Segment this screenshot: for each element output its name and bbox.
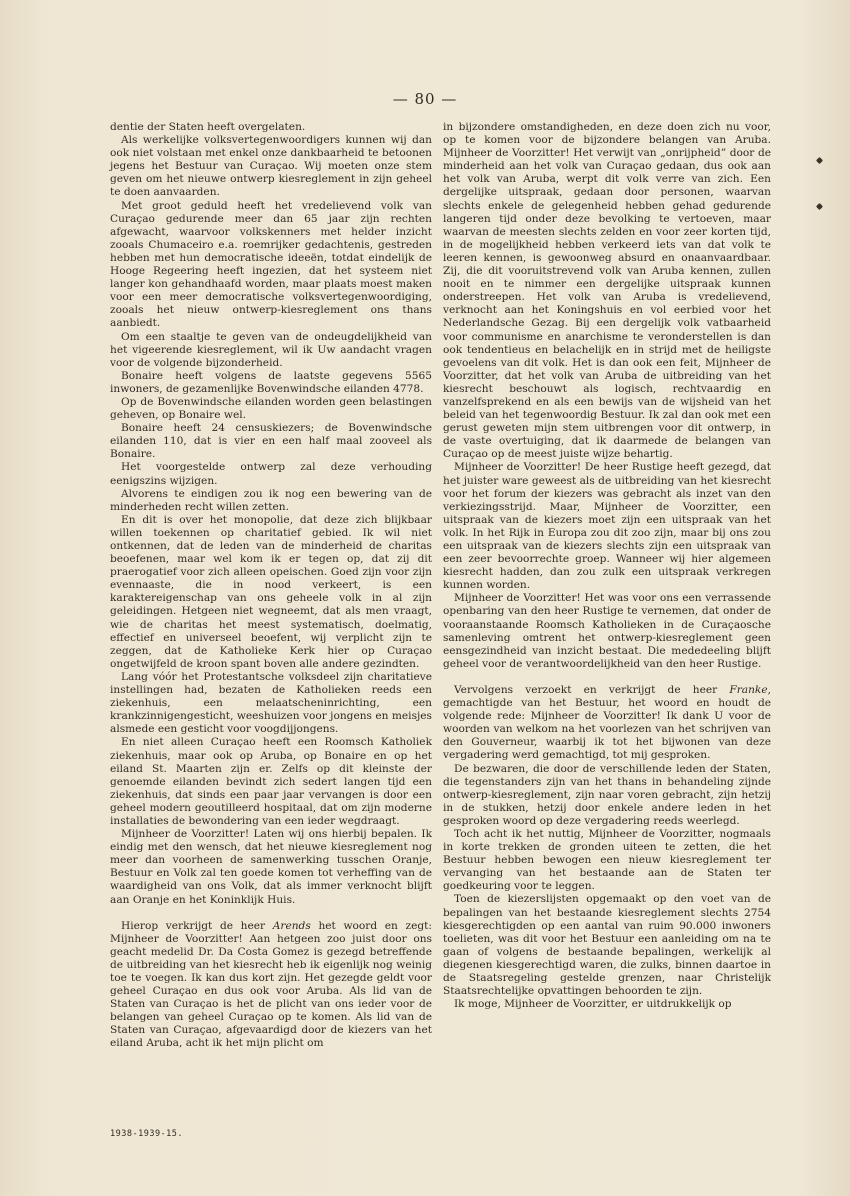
margin-mark xyxy=(816,157,823,164)
paragraph: Op de Bovenwindsche eilanden worden geen belastingen geheven, op Bonaire wel. xyxy=(110,395,432,422)
paragraph: Toch acht ik het nuttig, Mijnheer de Voorzitter, nogmaals in korte trekken de gronden uiteen te zetten, die het Bestuur hebben bewogen een nieuw kiesreglement ter vervanging van het bestaande aan de Staten ter goedkeuring voor te leggen. xyxy=(443,827,771,893)
paragraph: Als werkelijke volksvertegenwoordigers kunnen wij dan ook niet volstaan met enkel onze dankbaarheid te betoonen jegens het Bestuur van Curaçao. Wij moeten onze stem geven om het nieuwe ontwerp kiesreglement in zijn geheel te doen aanvaarden. xyxy=(110,134,432,199)
paragraph: Bonaire heeft 24 censuskiezers; de Bovenwindsche eilanden 110, dat is vier en een half maal zooveel als Bonaire. xyxy=(110,422,432,461)
paragraph: Het voorgestelde ontwerp zal deze verhouding eenigszins wijzigen. xyxy=(110,461,432,487)
paragraph: En niet alleen Curaçao heeft een Roomsch Katholiek ziekenhuis, maar ook op Aruba, op Bonaire en op het eiland St. Maarten zijn er. Zelfs op dit kleinste der genoemde eilanden bevindt zich sedert langen tijd een ziekenhuis, dat sinds een paar jaar vervangen is door een geheel modern geoutilleerd hospitaal, dat om zijn moderne installaties de bewondering van een ieder wegdraagt. xyxy=(110,736,432,827)
page-number: — 80 — xyxy=(392,90,458,108)
paragraph: Ik moge, Mijnheer de Voorzitter, er uitdrukkelijk op xyxy=(454,998,732,1011)
paragraph: dentie der Staten heeft overgelaten. xyxy=(110,121,306,133)
paragraph-spacer xyxy=(443,671,771,684)
paragraph: De bezwaren, die door de verschillende leden der Staten, die tegenstanders zijn van het thans in behandeling zijnde ontwerp-kiesreglement, zijn naar voren gebracht, zijn hetzij in de stukken, hetzij door enkele andere leden in het gesproken woord op deze vergadering reeds weerlegd. xyxy=(443,762,771,827)
paragraph: Alvorens te eindigen zou ik nog een bewering van de minderheden recht willen zetten. xyxy=(110,487,432,513)
speaker-name: Franke xyxy=(729,683,768,696)
right-text-column xyxy=(443,121,771,1011)
footer-print-code: 1938-1939-15. xyxy=(110,1129,184,1139)
paragraph: Bonaire heeft volgens de laatste gegevens 5565 inwoners, de gezamenlijke Bovenwindsche eilanden 4778. xyxy=(110,369,432,395)
paragraph: Mijnheer de Voorzitter! Laten wij ons hierbij bepalen. Ik eindig met den wensch, dat het nieuwe kiesreglement nog meer dan voorheen de samenwerking tusschen Oranje, Bestuur en Volk zal ten goede komen tot verheffing van de waardigheid van ons Volk, dat als immer verknocht blijft aan Oranje en het Koninklijk Huis. xyxy=(110,828,432,906)
paragraph: Hierop verkrijgt de heer Arends het woord en zegt: Mijnheer de Voorzitter! Aan hetgeen zoo juist door ons geacht medelid Dr. Da Costa Gomez is gezegd betreffende de uitbreiding van het kiesrecht heb ik eigenlijk nog weinig toe te voegen. Ik kan dus kort zijn. Het gezegde geldt voor geheel Curaçao en dus ook voor Aruba. Als lid van de Staten van Curaçao is het de plicht van ons ieder voor de belangen van geheel Curaçao op te komen. Als lid van de Staten van Curaçao, afgevaardigd door de kiezers van het eiland Aruba, acht ik het mijn plicht om xyxy=(110,919,432,1050)
paragraph: Met groot geduld heeft het vredelievend volk van Curaçao gedurende meer dan 65 jaar zijn rechten afgewacht, waarvoor volkskenners met helder inzicht zooals Chumaceiro e.a. roemrijker gedachtenis, gestreden hebben met hun democratische ideeën, totdat eindelijk de Hooge Regeering heeft ingezien, dat het systeem niet langer kon gehandhaafd worden, maar plaats moest maken voor een meer democratische volksvertegenwoordiging, zooals het nieuw ontwerp-kiesreglement ons thans aanbiedt. xyxy=(110,199,432,330)
paragraph: Om een staaltje te geven van de ondeugdelijkheid van het vigeerende kiesreglement, wil ik Uw aandacht vragen voor de volgende bijzonderheid. xyxy=(110,330,432,369)
left-text-column xyxy=(110,121,432,1051)
paragraph: En dit is over het monopolie, dat deze zich blijkbaar willen toekennen op charitatief gebied. Ik wil niet ontkennen, dat de leden van de minderheid de charitas beoefenen, maar wel kom ik er tegen op, dat zij dit praerogatief voor zich alleen opeischen. Goed zijn voor zijn evennaaste, die in nood verkeert, is een karaktereigenschap van ons geheele volk in al zijn geleidingen. Hetgeen niet wegneemt, dat als men vraagt, wie de charitas het meest systematisch, doelmatig, effectief en universeel beoefent, wij verplicht zijn te zeggen, dat de Katholieke Kerk hier op Curaçao ongetwijfeld de kroon spant boven alle andere gezindten. xyxy=(110,513,432,670)
paragraph: Mijnheer de Voorzitter! De heer Rustige heeft gezegd, dat het juister ware geweest als de uitbreiding van het kiesrecht voor het forum der kiezers was gebracht als inzet van den verkiezingsstrijd. Maar, Mijnheer de Voorzitter, een uitspraak van de kiezers moet zijn een uitspraak van het volk. In het Rijk in Europa zou dit zoo zijn, maar bij ons zou een uitspraak van de kiezers slechts zijn een uitspraak van een zeer bevoorrechte groep. Wanneer wij hier algemeen kiesrecht hadden, dan zou zulk een uitspraak verkregen kunnen worden. xyxy=(443,461,771,592)
paragraph: Toen de kiezerslijsten opgemaakt op den voet van de bepalingen van het bestaande kiesreglement slechts 2754 kiesgerechtigden op een aantal van ruim 90.000 inwoners toelieten, was dit voor het Bestuur een aanleiding om na te gaan of volgens de bestaande bepalingen, werkelijk al diegenen kiesgerechtigd waren, die zulks, binnen daartoe in de Staatsregeling gestelde grenzen, naar Christelijk Staatsrechtelijke opvattingen behoorden te zijn. xyxy=(443,893,771,998)
margin-mark xyxy=(816,203,823,210)
speaker-name: Arends xyxy=(272,919,311,932)
paragraph: Vervolgens verzoekt en verkrijgt de heer Franke, gemachtigde van het Bestuur, het woord en houdt de volgende rede: Mijnheer de Voorzitter! Ik dank U voor de woorden van welkom na het voorlezen van het schrijven van den Gouverneur, waarbij ik tot het bijwonen van deze vergadering werd gemachtigd, tot mij gesproken. xyxy=(443,683,771,762)
paragraph-spacer xyxy=(110,907,432,920)
paragraph: Lang vóór het Protestantsche volksdeel zijn charitatieve instellingen had, bezaten de Katholieken reeds een ziekenhuis, een melaatscheninrichting, een krankzinnigengesticht, weeshuizen voor jongens en meisjes alsmede een gesticht voor voogdijjongens. xyxy=(110,670,432,736)
paragraph: Mijnheer de Voorzitter! Het was voor ons een verrassende openbaring van den heer Rustige te vernemen, dat onder de vooraanstaande Roomsch Katholieken in de Curaçaosche samenleving omtrent het ontwerp-kiesreglement geen eensgezindheid van inzicht bestaat. Die mededeeling blijft geheel voor de verantwoordelijkheid van den heer Rustige. xyxy=(443,592,771,670)
paragraph: in bijzondere omstandigheden, en deze doen zich nu voor, op te komen voor de bijzondere belangen van Aruba. Mijnheer de Voorzitter! Het verwijt van „onrijpheid” door de minderheid aan het volk van Curaçao gedaan, dus ook aan het volk van Aruba, werpt dit volk verre van zich. Een dergelijke uitspraak, gedaan door personen, waarvan slechts enkele de gelegenheid hebben gehad gedurende langeren tijd onder deze bevolking te vertoeven, maar waarvan de meesten slechts zelden en voor zeer korten tijd, in de mogelijkheid hebben verkeerd iets van dat volk te leeren kennen, is gewoonweg absurd en onaanvaardbaar. Zij, die dit vooruitstrevend volk van Aruba kennen, zullen nooit en te nimmer een dergelijke uitspraak kunnen onderstreepen. Het volk van Aruba is vredelievend, verknocht aan het Koningshuis en vol eerbied voor het Nederlandsche Gezag. Bij een dergelijk volk vatbaarheid voor communisme en anarchisme te veronderstellen is dan ook tendentieus en belachelijk en in strijd met de heiligste gevoelens van dit volk. Het is dan ook een feit, Mijnheer de Voorzitter, dat het volk van Aruba de uitbreiding van het kiesrecht beschouwt als logisch, rechtvaardig en vanzelfsprekend en als een bewijs van de wijsheid van het beleid van het tegenwoordig Bestuur. Ik zal dan ook met een gerust geweten mijn stem uitbrengen voor dit ontwerp, in de vaste overtuiging, dat ik daarmede de belangen van Curaçao op de meest juiste wijze behartig. xyxy=(443,121,771,461)
